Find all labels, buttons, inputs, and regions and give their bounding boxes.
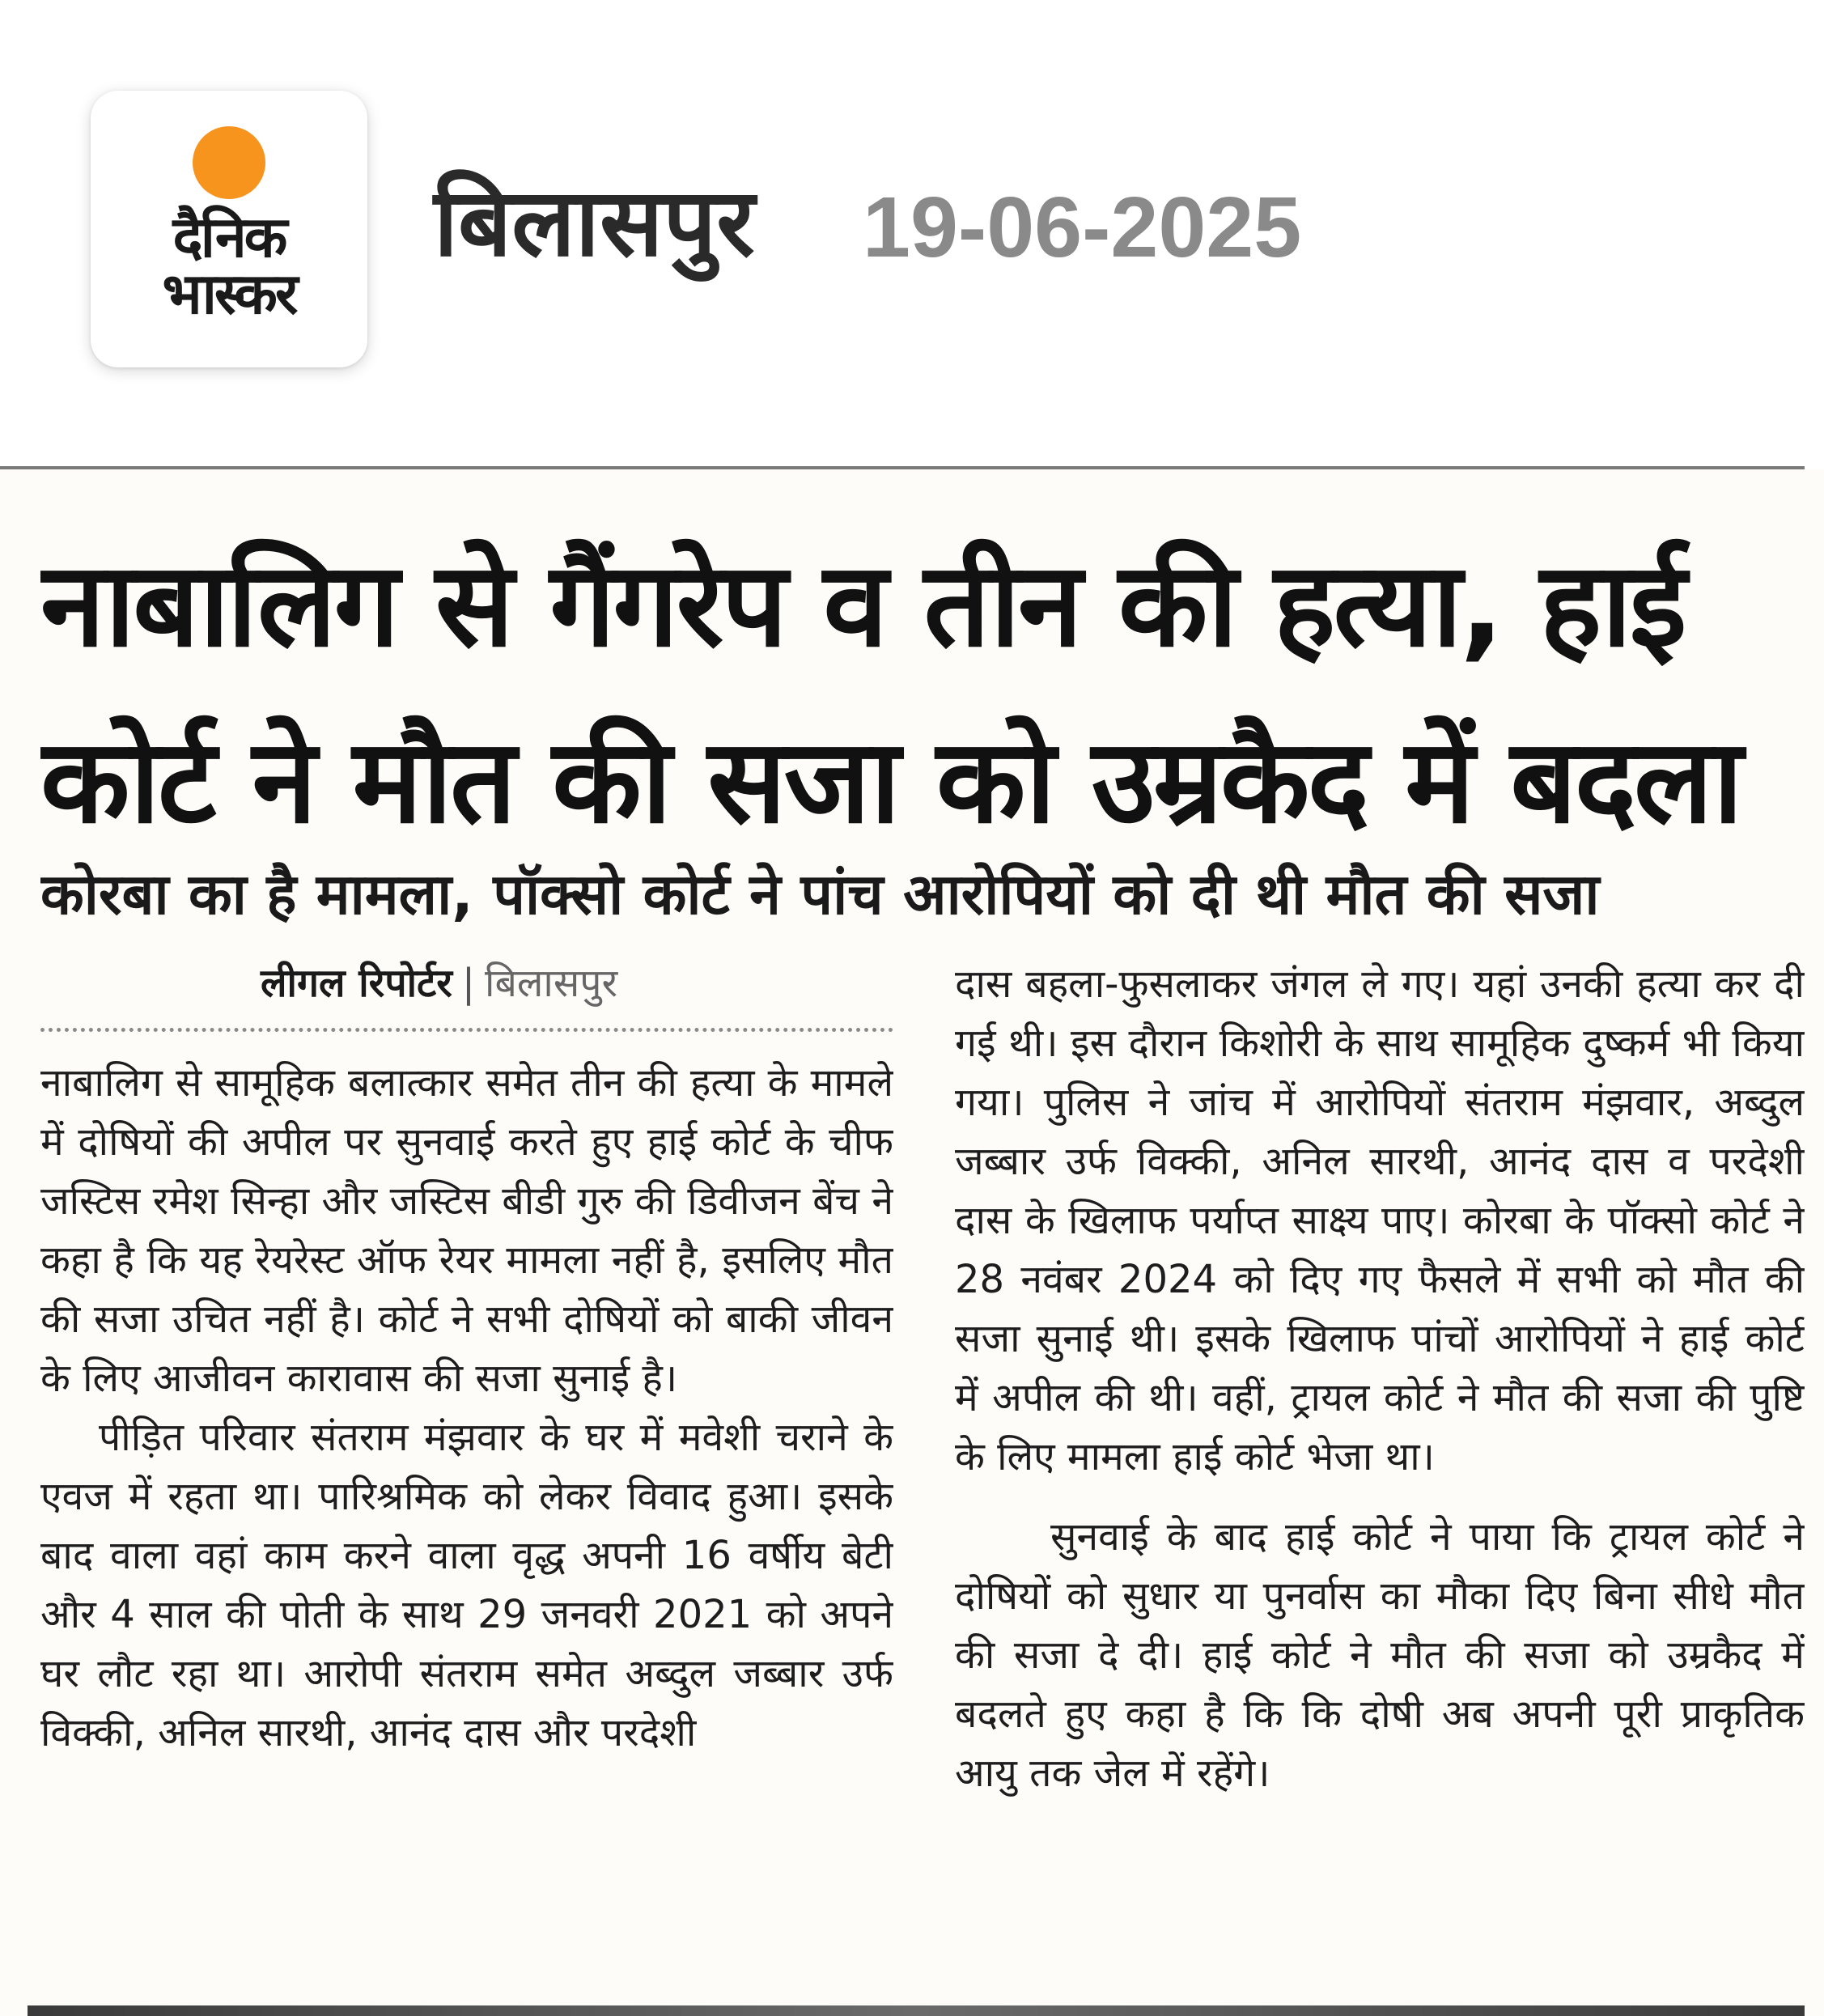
byline-dotted-rule [40,1028,893,1032]
article-subheadline: कोरबा का है मामला, पॉक्सो कोर्ट ने पांच आरोपियों को दी थी मौत की सजा [40,861,1600,927]
column2-paragraph-1: दास बहला-फुसलाकर जंगल ले गए। यहां उनकी हत्या कर दी गई थी। इस दौरान किशोरी के साथ सामूहिक दुष्कर्म भी किया गया। पुलिस ने जांच में आरोपियों संतराम मंझवार, अब्दुल जब्बार उर्फ विक्की, अनिल सारथी, आनंद दास व परदेशी दास के खिलाफ पर्याप्त साक्ष्य पाए। कोरबा के पॉक्सो कोर्ट ने 28 नवंबर 2024 को दिए गए फैसले में सभी को मौत की सजा सुनाई थी। इसके खिलाफ पांचों आरोपियों ने हाई कोर्ट में अपील की थी। वहीं, ट्रायल कोर्ट ने मौत की सजा की पुष्टि के लिए मामला हाई कोर्ट भेजा था। [955,961,1805,1479]
article-headline [40,516,1805,869]
article-column-2 [955,955,1805,1803]
sun-icon [193,126,265,199]
column1-paragraph-1: नाबालिग से सामूहिक बलात्कार समेत तीन की हत्या के मामले में दोषियों की अपील पर सुनवाई करते हुए हाई कोर्ट के चीफ जस्टिस रमेश सिन्हा और जस्टिस बीडी गुरु की डिवीजन बेंच ने कहा है कि यह रेयरेस्ट ऑफ रेयर मामला नहीं है, इसलिए मौत की सजा उचित नहीं है। कोर्ट ने सभी दोषियों को बाकी जीवन के लिए आजीवन कारावास की सजा सुनाई है। [40,1060,893,1401]
article-column-1 [40,1054,893,1763]
logo-text-line1: दैनिक [172,204,286,270]
column2-paragraph-2: सुनवाई के बाद हाई कोर्ट ने पाया कि ट्रायल कोर्ट ने दोषियों को सुधार या पुनर्वास का मौका दिए बिना सीधे मौत की सजा दे दी। हाई कोर्ट ने मौत की सजा को उम्रकैद में बदलते हुए कहा है कि कि दोषी अब अपनी पूरी प्राकृतिक आयु तक जेल में रहेंगे। [955,1514,1805,1796]
edition-date: 19-06-2025 [863,180,1302,275]
headline-line-2: कोर्ट ने मौत की सजा को उम्रकैद में बदला [40,713,1741,849]
byline-reporter: लीगल रिपोर्टर [261,961,452,1006]
dainik-bhaskar-logo[interactable] [91,91,367,367]
edition-city: बिलासपुर [434,168,755,278]
logo-text-line2: भास्कर [162,261,296,327]
bottom-photo-edge [28,2005,1805,2016]
byline-separator: | [461,961,476,1006]
byline-city: बिलासपुर [485,961,618,1006]
byline [261,955,989,1012]
column1-paragraph-2: पीड़ित परिवार संतराम मंझवार के घर में मवेशी चराने के एवज में रहता था। पारिश्रमिक को लेकर विवाद हुआ। इसके बाद वाला वहां काम करने वाला वृद्ध अपनी 16 वर्षीय बेटी और 4 साल की पोती के साथ 29 जनवरी 2021 को अपने घर लौट रहा था। आरोपी संतराम समेत अब्दुल जब्बार उर्फ विक्की, अनिल सारथी, आनंद दास और परदेशी [40,1415,893,1755]
news-article [0,469,1824,2016]
page-header [0,0,1824,468]
headline-line-1: नाबालिग से गैंगरेप व तीन की हत्या, हाई [40,537,1685,673]
